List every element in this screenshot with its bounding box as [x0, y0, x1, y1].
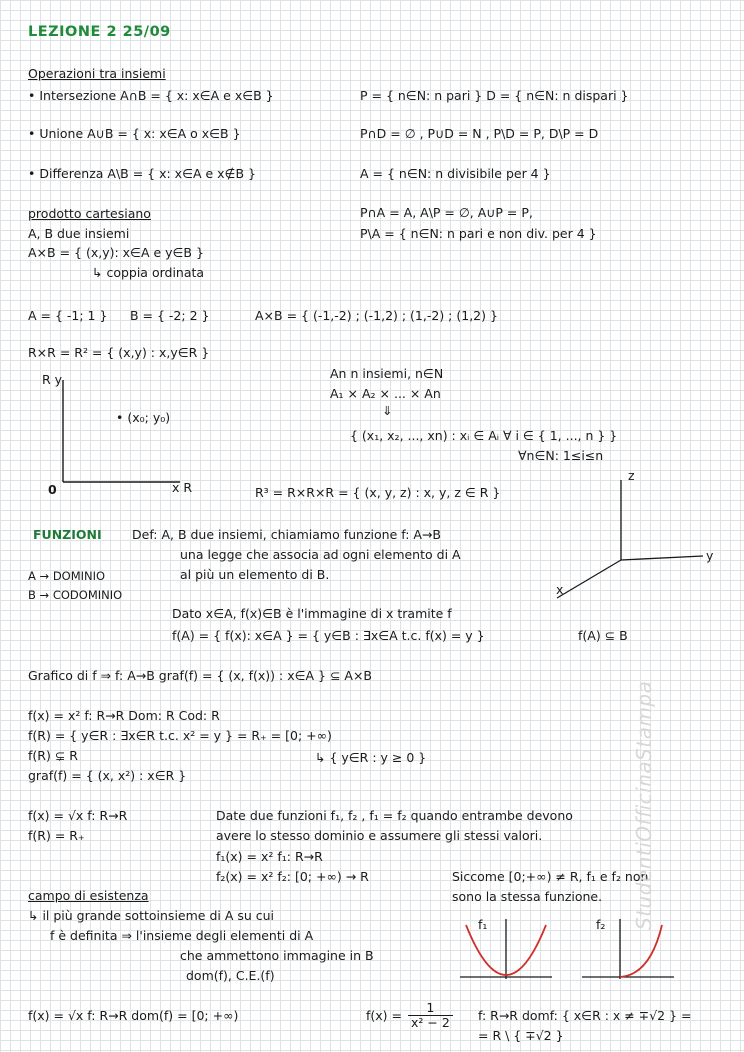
ops-difference: • Differenza A\B = { x: x∈A e x∉B }: [28, 166, 256, 181]
set-a-def: A = { n∈N: n divisibile per 4 }: [360, 166, 551, 181]
example-axb: A×B = { (-1,-2) ; (-1,2) ; (1,-2) ; (1,2) }: [255, 308, 498, 323]
ex2-line2: f(R) = R₊: [28, 828, 85, 843]
existence-line2: f è definita ⇒ l'insieme degli elementi di A: [50, 928, 314, 943]
ex2-right-4: f₂(x) = x² f₂: [0; +∞) → R: [216, 869, 369, 884]
axes-3d: [545, 468, 725, 608]
ex2-right-6: sono la stessa funzione.: [452, 889, 603, 904]
existence-line4: dom(f), C.E.(f): [186, 968, 275, 983]
graph-f1: [456, 915, 556, 987]
codominio-label: B → CODOMINIO: [28, 588, 123, 602]
graph-f2: [578, 915, 678, 987]
existence-line1: ↳ il più grande sottoinsieme di A su cui: [28, 908, 275, 923]
set-p-minus-a: P\A = { n∈N: n pari e non div. per 4 }: [360, 226, 597, 241]
functions-heading: FUNZIONI: [33, 527, 102, 542]
page-title: LEZIONE 2 25/09: [28, 24, 171, 40]
example-b: B = { -2; 2 }: [130, 308, 210, 323]
axis-z-label: z: [628, 468, 635, 483]
bottom-sqrt: f(x) = √x f: R→R dom(f) = [0; +∞): [28, 1008, 239, 1023]
axis-y-label: y: [706, 548, 714, 563]
image-subset: f(A) ⊆ B: [578, 628, 628, 643]
sets-p-d: P = { n∈N: n pari } D = { n∈N: n dispari }: [360, 88, 629, 103]
ex1-line1: f(x) = x² f: R→R Dom: R Cod: R: [28, 708, 220, 723]
bottom-domain-2: = R \ { ∓√2 }: [478, 1028, 564, 1043]
n-sets-line1: An n insiemi, n∈N: [330, 366, 444, 381]
graph-def: Grafico di f ⇒ f: A→B graf(f) = { (x, f(x)) : x∈A } ⊆ A×B: [28, 668, 372, 683]
ops-heading: Operazioni tra insiemi: [28, 66, 166, 81]
plane-x-label: x R: [172, 480, 193, 495]
ops-intersection: • Intersezione A∩B = { x: x∈A e x∈B }: [28, 88, 274, 103]
cartesian-ab: A, B due insiemi: [28, 226, 130, 241]
plane-point: • (x₀; y₀): [116, 410, 171, 425]
functions-def-2: una legge che associa ad ogni elemento di A: [180, 547, 461, 562]
ex2-right-5: Siccome [0;+∞) ≠ R, f₁ e f₂ non: [452, 869, 649, 884]
f2-curve: [620, 925, 662, 977]
graph-f2-label: f₂: [596, 917, 606, 932]
sets-p-a-ops: P∩A = A, A\P = ∅, A∪P = P,: [360, 205, 533, 220]
r3-def: R³ = R×R×R = { (x, y, z) : x, y, z ∈ R }: [255, 485, 501, 500]
watermark: StudentiOfficinaStampa: [632, 680, 656, 930]
cartesian-axb: A×B = { (x,y): x∈A e y∈B }: [28, 245, 204, 260]
functions-def-3: al più un elemento di B.: [180, 567, 330, 582]
existence-line3: che ammettono immagine in B: [180, 948, 374, 963]
fraction-denominator: x² − 2: [411, 1015, 450, 1030]
sets-p-d-ops: P∩D = ∅ , P∪D = N , P\D = P, D\P = D: [360, 126, 599, 141]
example-a: A = { -1; 1 }: [28, 308, 108, 323]
ex1-line3b: ↳ { y∈R : y ≥ 0 }: [315, 750, 427, 765]
n-sets-line4: ∀n∈N: 1≤i≤n: [518, 448, 604, 463]
fraction-numerator: 1: [408, 1001, 453, 1016]
functions-def-1: Def: A, B due insiemi, chiamiamo funzione f: A→B: [132, 527, 441, 542]
axis-x-label: x: [556, 582, 564, 597]
bottom-frac-left: f(x) =: [366, 1008, 402, 1023]
ex2-right-1: Date due funzioni f₁, f₂ , f₁ = f₂ quando entrambe devono: [216, 808, 573, 823]
dominio-label: A → DOMINIO: [28, 569, 106, 583]
n-sets-arrow: ⇓: [382, 403, 393, 418]
bottom-domain-1: f: R→R domf: { x∈R : x ≠ ∓√2 } =: [478, 1008, 692, 1023]
plane-y-label: R y: [42, 372, 63, 387]
n-sets-line3: { (x₁, x₂, ..., xn) : xᵢ ∈ Aᵢ ∀ i ∈ { 1, ..., n } }: [350, 428, 618, 443]
bottom-fraction: [408, 1001, 453, 1030]
existence-heading: campo di esistenza: [28, 888, 149, 903]
ex1-line3: f(R) ⊊ R: [28, 748, 78, 763]
n-sets-line2: A₁ × A₂ × ... × An: [330, 386, 441, 401]
ex1-line4: graf(f) = { (x, x²) : x∈R }: [28, 768, 187, 783]
plane-origin: 0: [48, 482, 57, 497]
ex2-right-2: avere lo stesso dominio e assumere gli stessi valori.: [216, 828, 543, 843]
rxr-def: R×R = R² = { (x,y) : x,y∈R }: [28, 345, 210, 360]
ex2-line1: f(x) = √x f: R→R: [28, 808, 128, 823]
ex2-right-3: f₁(x) = x² f₁: R→R: [216, 849, 323, 864]
image-def-1: Dato x∈A, f(x)∈B è l'immagine di x tramite f: [172, 606, 452, 621]
image-def-2: f(A) = { f(x): x∈A } = { y∈B : ∃x∈A t.c. f(x) = y }: [172, 628, 485, 643]
cartesian-pair-note: ↳ coppia ordinata: [92, 265, 205, 280]
ops-union: • Unione A∪B = { x: x∈A o x∈B }: [28, 126, 241, 141]
graph-f1-label: f₁: [478, 917, 488, 932]
ex1-line2: f(R) = { y∈R : ∃x∈R t.c. x² = y } = R₊ = [0; +∞): [28, 728, 332, 743]
cartesian-heading: prodotto cartesiano: [28, 206, 151, 221]
